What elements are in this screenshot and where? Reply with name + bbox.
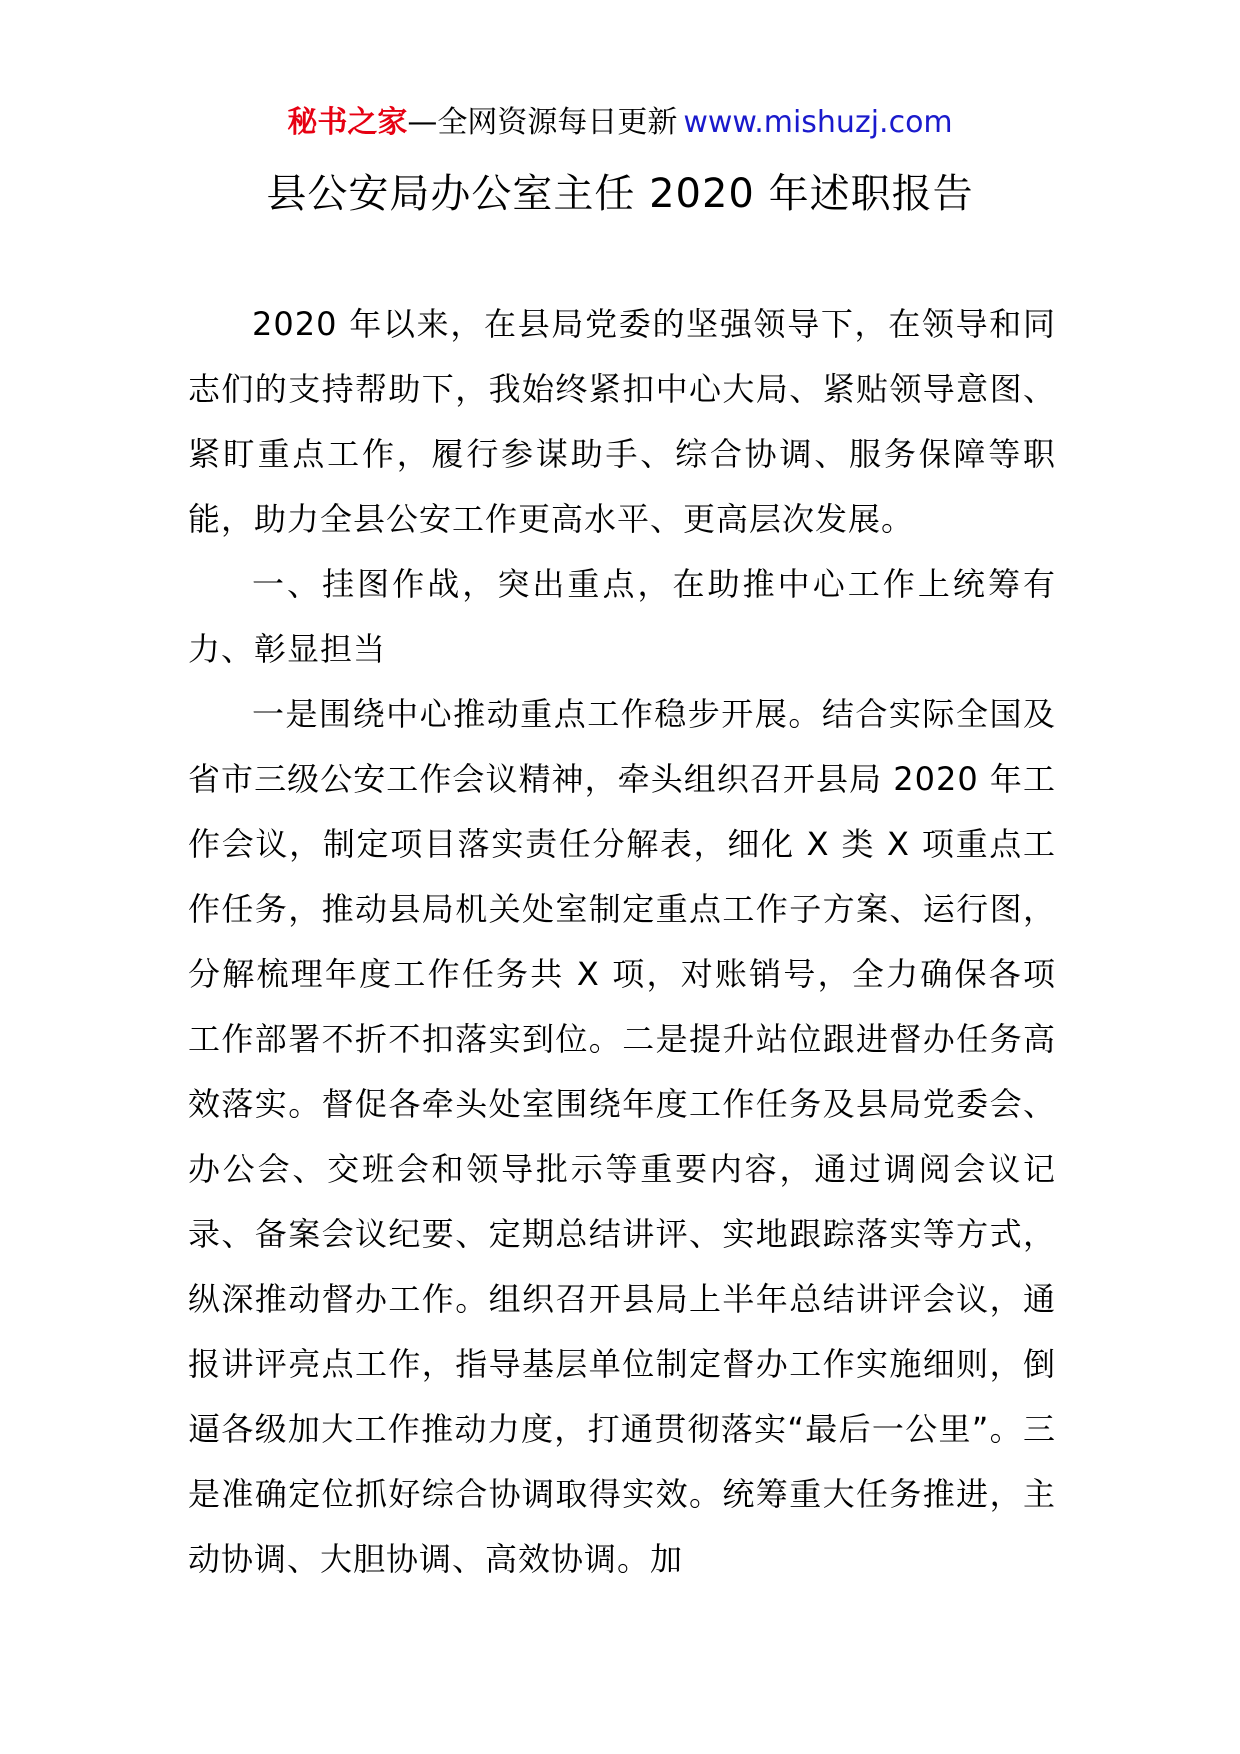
intro-paragraph: 2020 年以来，在县局党委的坚强领导下，在领导和同志们的支持帮助下，我始终紧扣中心大局、紧贴领导意图、紧盯重点工作，履行参谋助手、综合协调、服务保障等职能，助力全县公安工作更高水平、更高层次发展。 [188,305,1056,538]
site-banner [0,100,1240,146]
section-1-paragraph: 一是围绕中心推动重点工作稳步开展。结合实际全国及省市三级公安工作会议精神，牵头组织召开县局 2020 年工作会议，制定项目落实责任分解表，细化 X 类 X 项重点工作任务，推动县局机关处室制定重点工作子方案、运行图，分解梳理年度工作任务共 X 项，对账销号，全力确保各项工作部署不折不扣落实到位。二是提升站位跟进督办任务高效落实。督促各牵头处室围绕年度工作任务及县局党委会、办公会、交班会和领导批示等重要内容，通过调阅会议记录、备案会议纪要、定期总结讲评、实地跟踪落实等方式，纵深推动督办工作。组织召开县局上半年总结讲评会议，通报讲评亮点工作，指导基层单位制定督办工作实施细则，倒逼各级加大工作推动力度，打通贯彻落实“最后一公里”。三是准确定位抓好综合协调取得实效。统筹重大任务推进，主动协调、大胆协调、高效协调。加 [188,695,1056,1578]
site-url-link[interactable]: www.mishuzj.com [683,105,953,140]
document-title: 县公安局办公室主任 2020 年述职报告 [266,171,974,217]
site-brand: 秘书之家 [287,105,408,140]
section-heading-1: 一、挂图作战，突出重点，在助推中心工作上统筹有力、彰显担当 [188,565,1056,668]
site-tagline: —全网资源每日更新 [407,105,678,140]
document-body [188,292,1056,1592]
